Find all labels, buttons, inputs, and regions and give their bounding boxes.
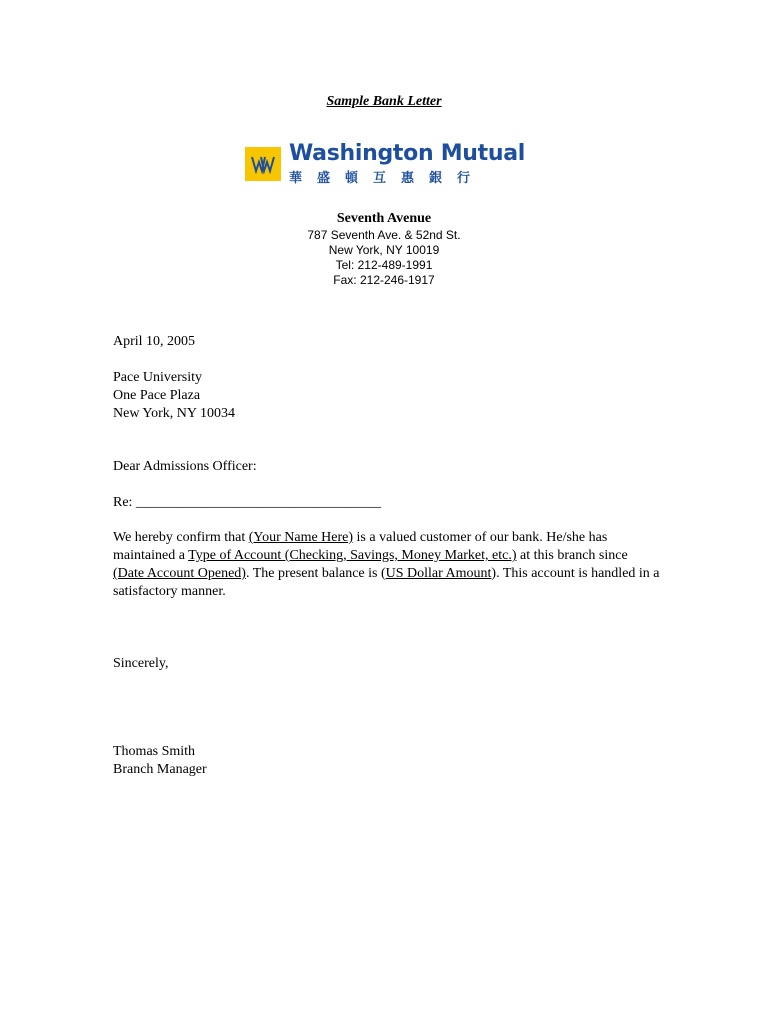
body-text: at this branch since	[516, 548, 628, 563]
letter-date: April 10, 2005	[113, 334, 196, 349]
closing: Sincerely,	[113, 656, 169, 671]
recipient-line: One Pace Plaza	[113, 388, 201, 403]
name-placeholder: (Your Name Here)	[248, 530, 354, 545]
branch-fax: Fax: 212-246-1917	[333, 273, 435, 287]
body-text: . The present balance is (	[245, 566, 386, 581]
amount-placeholder: US Dollar Amount	[385, 566, 492, 581]
re-line: Re: ___________________________________	[113, 495, 381, 510]
signature-block	[113, 743, 673, 779]
wm-logo-icon	[245, 147, 281, 181]
body-text: We hereby confirm that	[113, 530, 249, 545]
bank-name-chinese: 華盛頓互惠銀行	[289, 171, 486, 186]
account-type-placeholder: Type of Account (Checking, Savings, Money Market, etc.)	[188, 548, 517, 563]
salutation: Dear Admissions Officer:	[113, 459, 257, 474]
branch-name: Seventh Avenue	[336, 211, 432, 226]
recipient-line: Pace University	[113, 370, 203, 385]
branch-address: 787 Seventh Ave. & 52nd St.	[307, 228, 461, 242]
branch-tel: Tel: 212-489-1991	[335, 258, 433, 272]
bank-logo	[245, 141, 526, 186]
bank-name: Washington Mutual	[289, 141, 526, 166]
body-text: is a valued customer of our bank. He/she has maintained a	[113, 530, 608, 563]
signature-title: Branch Manager	[113, 762, 207, 777]
branch-city: New York, NY 10019	[328, 243, 440, 257]
signature-name: Thomas Smith	[113, 744, 196, 759]
letter-body	[113, 529, 661, 601]
date-opened-placeholder: (Date Account Opened)	[113, 566, 246, 581]
recipient-address	[113, 369, 673, 423]
recipient-line: New York, NY 10034	[113, 406, 235, 421]
body-text: ). This account is handled in a satisfactory manner.	[113, 566, 660, 599]
branch-header	[0, 210, 768, 288]
page-title: Sample Bank Letter	[326, 94, 442, 109]
